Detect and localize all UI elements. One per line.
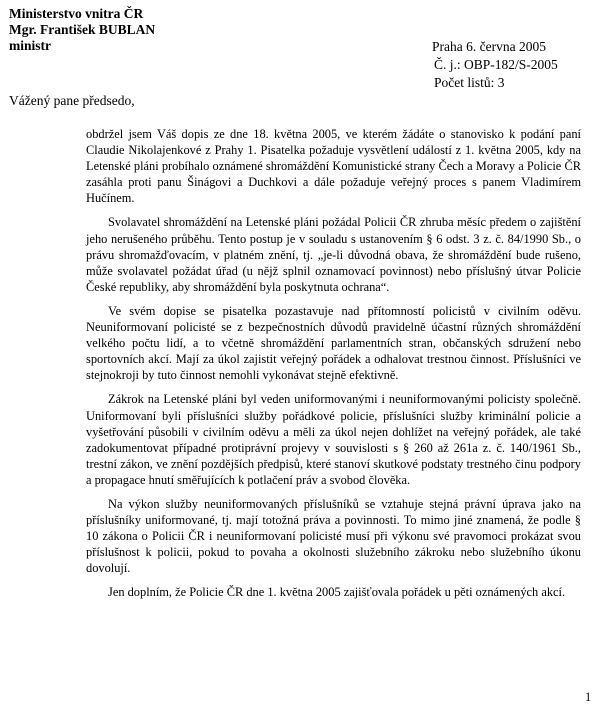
paragraph-6: Jen doplním, že Policie ČR dne 1. května 2005 zajišťovala pořádek u pěti oznámených akcí.: [108, 585, 566, 600]
letter-body: [86, 126, 581, 609]
paragraph-1: obdržel jsem Váš dopis ze dne 18. května 2005, ve kterém žádáte o stanovisko k podání paní Claudie Nikolajenkové z Prahy 1. Pisatelka požaduje vysvětlení událostí z 1. května 2005, kdy na Letenské pláni probíhalo oznámené shromáždění Komunistické strany Čech a Moravy a Policie ČR zasáhla proti panu Šinágovi a Duchkovi a dále požaduje veřejný proces s panem Vladimírem Hučínem.: [86, 127, 581, 206]
letter-metadata: [432, 38, 558, 92]
sender-ministry: Ministerstvo vnitra ČR: [9, 6, 144, 21]
sender-name: Mgr. František BUBLAN: [9, 22, 156, 37]
place-date: Praha 6. června 2005: [432, 39, 546, 54]
page-number: 1: [585, 690, 592, 704]
paragraph-4: Zákrok na Letenské pláni byl veden uniformovanými i neuniformovanými policisty společně. Uniformovaní byli příslušníci služby pořádkové policie, příslušníci služby kriminální policie a vyšetřování působili v civilním oděvu a měli za úkol nejen dohlížet na veřejný pořádek, ale také zadokumentovat případné protiprávní projevy v souvislosti s § 260 až 261a z. č. 140/1961 Sb., trestní zákon, ve znění pozdějších předpisů, které stanoví skutkové podstaty trestného činu podpory a propagace hnutí směřujících k potlačení práv a svobod člověka.: [86, 392, 581, 487]
sender-title: ministr: [9, 38, 51, 53]
paragraph-5: Na výkon služby neuniformovaných příslušníků se vztahuje stejná právní úprava jako na příslušníky uniformované, tj. mají totožná práva a povinnosti. To mimo jiné znamená, že podle § 10 zákona o Policii ČR i neuniformovaní policisté musí při výkonu své pravomoci prokázat svou příslušnost k policii, pokud to povaha a okolnosti služebního zákroku nebo služebního úkonu dovolují.: [86, 496, 581, 576]
sender-block: [9, 6, 155, 54]
paragraph-2: Svolavatel shromáždění na Letenské pláni požádal Policii ČR zhruba měsíc předem o zajištění jeho nerušeného průběhu. Tento postup je v souladu s ustanovením § 6 odst. 3 z. č. 84/1990 Sb., o právu shromažďovacím, v platném znění, tj. „je-li důvodná obava, že shromáždění bude rušeno, může svolavatel požádat úřad (u nějž splnil oznamovací povinnost) nebo příslušný útvar Policie České republiky, aby shromáždění byla poskytnuta ochrana“.: [86, 215, 581, 294]
paragraph-3: Ve svém dopise se pisatelka pozastavuje nad přítomností policistů v civilním oděvu. Neuniformovaní policisté se z bezpečnostních důvodů pravidelně účastní různých shromáždění velkého počtu lidí, a to včetně shromáždění parlamentních stran, občanských sdružení nebo sportovních akcí. Mají za úkol zajistit veřejný pořádek a odhalovat trestnou činnost. Příslušníci ve stejnokroji by tuto činnost nemohli vykonávat stejně efektivně.: [86, 303, 581, 383]
sheet-count: Počet listů: 3: [434, 75, 505, 90]
reference-number: Č. j.: OBP-182/S-2005: [434, 57, 558, 72]
salutation: Vážený pane předsedo,: [9, 93, 135, 108]
